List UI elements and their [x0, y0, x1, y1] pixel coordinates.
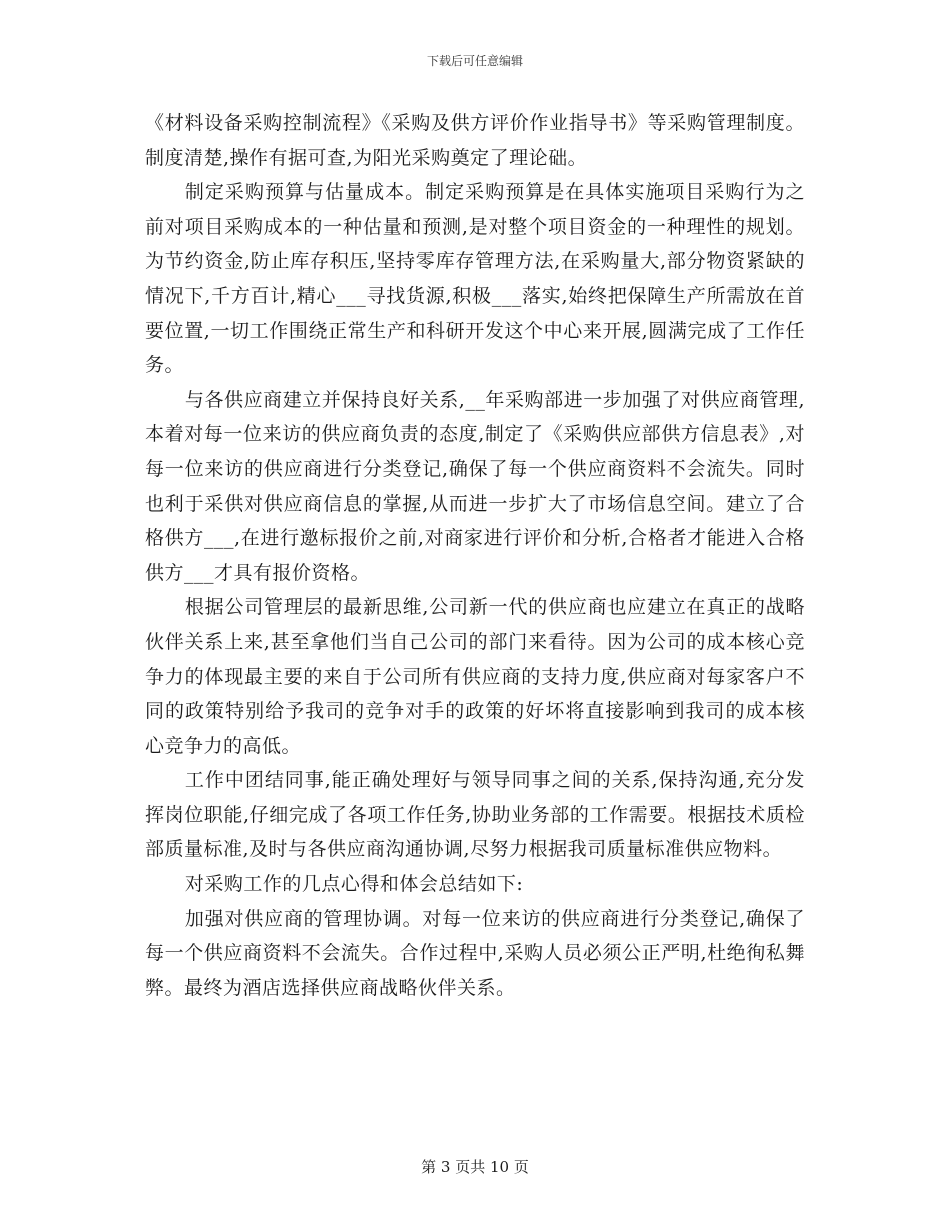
paragraph-2: 制定采购预算与估量成本。制定采购预算是在具体实施项目采购行为之前对项目采购成本的一种估量和预测,是对整个项目资金的一种理性的规划。为节约资金,防止库存积压,坚持零库存管理方法,在采购量大,部分物资紧缺的情况下,千方百计,精心___寻找货源,积极___落实,始终把保障生产所需放在首要位置,一切工作围绕正常生产和科研开发这个中心来开展,圆满完成了工作任务。 — [145, 181, 805, 377]
paragraph-7: 加强对供应商的管理协调。对每一位来访的供应商进行分类登记,确保了每一个供应商资料不会流失。合作过程中,采购人员必须公正严明,杜绝徇私舞弊。最终为酒店选择供应商战略伙伴关系。 — [145, 907, 805, 999]
document-body — [145, 106, 805, 1005]
page-footer: 第 3 页共 10 页 — [421, 1158, 529, 1176]
paragraph-3: 与各供应商建立并保持良好关系,__年采购部进一步加强了对供应商管理,本着对每一位来访的供应商负责的态度,制定了《采购供应部供方信息表》,对每一位来访的供应商进行分类登记,确保了每一个供应商资料不会流失。同时也利于采供对供应商信息的掌握,从而进一步扩大了市场信息空间。建立了合格供方___,在进行邀标报价之前,对商家进行评价和分析,合格者才能进入合格供方___才具有报价资格。 — [145, 388, 805, 584]
paragraph-4: 根据公司管理层的最新思维,公司新一代的供应商也应建立在真正的战略伙伴关系上来,甚至拿他们当自己公司的部门来看待。因为公司的成本核心竞争力的体现最主要的来自于公司所有供应商的支持力度,供应商对每家客户不同的政策特别给予我司的竞争对手的政策的好坏将直接影响到我司的成本核心竞争力的高低。 — [145, 596, 805, 757]
page-header: 下载后可任意编辑 — [426, 54, 523, 68]
paragraph-6: 对采购工作的几点心得和体会总结如下: — [184, 873, 524, 896]
paragraph-5: 工作中团结同事,能正确处理好与领导同事之间的关系,保持沟通,充分发挥岗位职能,仔细完成了各项工作任务,协助业务部的工作需要。根据技术质检部质量标准,及时与各供应商沟通协调,尽努力根据我司质量标准供应物料。 — [145, 769, 805, 861]
paragraph-1: 《材料设备采购控制流程》《采购及供方评价作业指导书》等采购管理制度。制度清楚,操作有据可查,为阳光采购奠定了理论础。 — [145, 112, 805, 169]
